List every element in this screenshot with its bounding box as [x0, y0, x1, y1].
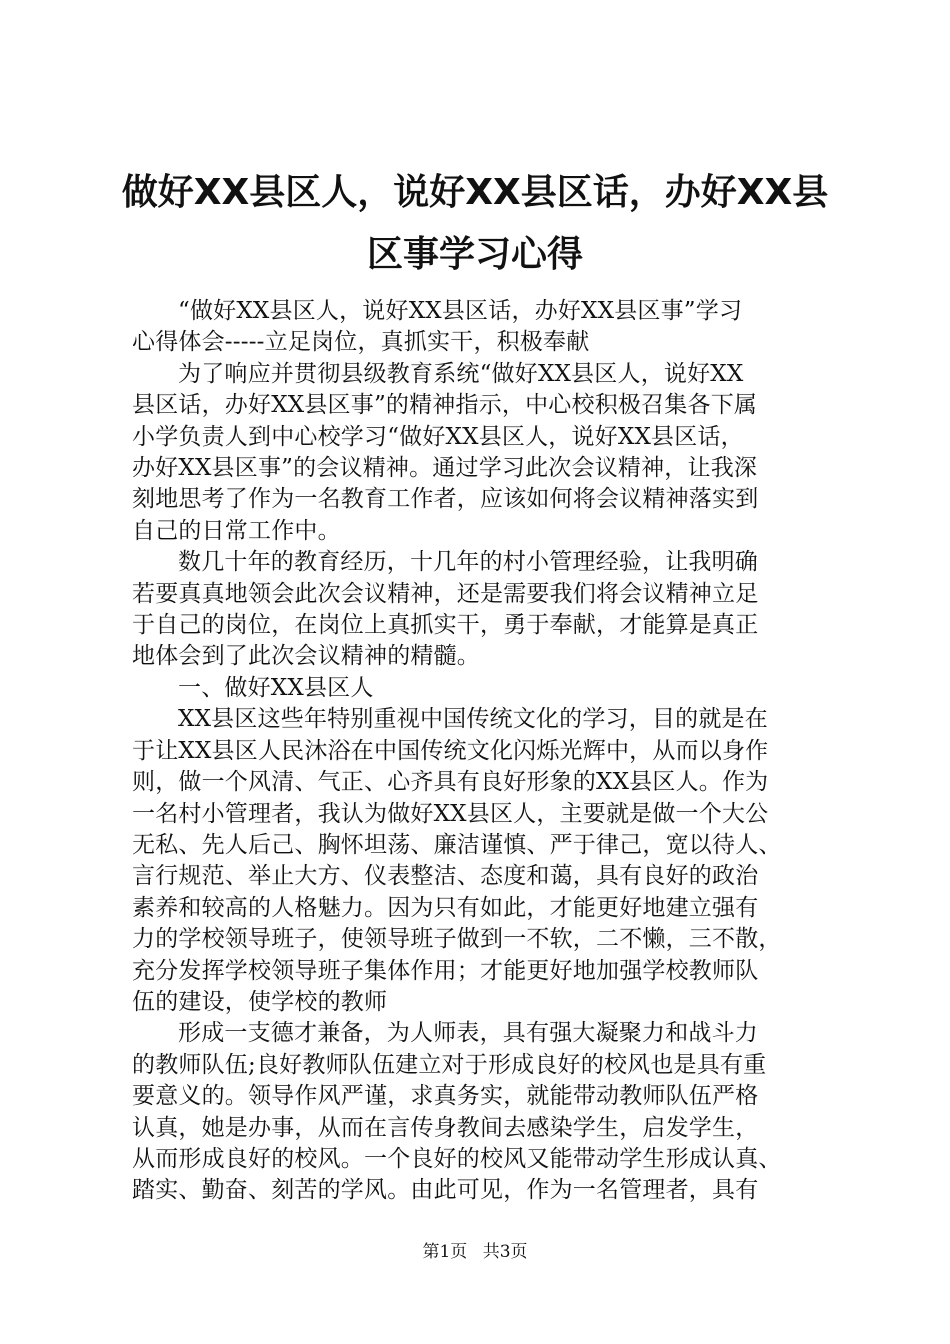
- section-heading: [132, 673, 832, 704]
- text-line: 伍的建设，使学校的教师: [132, 988, 388, 1015]
- text-line: 县区话，办好XX县区事”的精神指示，中心校积极召集各下属: [132, 392, 758, 419]
- page-footer: [0, 1240, 950, 1264]
- page-total: 共3页: [482, 1242, 528, 1262]
- text-line: 数几十年的教育经历，十几年的村小管理经验，让我明确: [178, 549, 758, 576]
- text-line: 力的学校领导班子，使领导班子做到一不软，二不懒，三不散，: [132, 926, 782, 953]
- text-line: 于自己的岗位，在岗位上真抓实干，勇于奉献，才能算是真正: [132, 612, 759, 639]
- text-line: 则，做一个风清、气正、心齐具有良好形象的XX县区人。作为: [132, 769, 769, 796]
- paragraph-team: [132, 1018, 832, 1206]
- paragraph-experience: [132, 547, 832, 673]
- text-line: XX县区这些年特别重视中国传统文化的学习，目的就是在: [178, 706, 768, 733]
- text-line: 充分发挥学校领导班子集体作用；才能更好地加强学校教师队: [132, 957, 759, 984]
- title-line: 做好XX县区人，说好XX县区话，办好XX县: [121, 172, 829, 213]
- text-line: 自己的日常工作中。: [132, 517, 341, 544]
- document-body: [132, 296, 832, 1207]
- text-line: 一名村小管理者，我认为做好XX县区人，主要就是做一个大公: [132, 800, 769, 827]
- text-line: 言行规范、举止大方、仪表整洁、态度和蔼，具有良好的政治: [132, 863, 759, 890]
- text-line: 的教师队伍;良好教师队伍建立对于形成良好的校风也是具有重: [132, 1051, 767, 1078]
- text-line: 踏实、勤奋、刻苦的学风。由此可见，作为一名管理者，具有: [132, 1177, 759, 1204]
- text-line: 刻地思考了作为一名教育工作者，应该如何将会议精神落实到: [132, 486, 759, 513]
- text-line: 一、做好XX县区人: [178, 674, 374, 701]
- text-line: 认真，她是办事，从而在言传身教间去感染学生，启发学生，: [132, 1114, 759, 1141]
- text-line: 心得体会-----立足岗位，真抓实干，积极奉献: [132, 329, 590, 356]
- text-line: 素养和较高的人格魅力。因为只有如此，才能更好地建立强有: [132, 894, 759, 921]
- document-title: [120, 162, 830, 286]
- text-line: 若要真真地领会此次会议精神，还是需要我们将会议精神立足: [132, 580, 759, 607]
- text-line: 于让XX县区人民沐浴在中国传统文化闪烁光辉中，从而以身作: [132, 737, 769, 764]
- text-line: “做好XX县区人，说好XX县区话，办好XX县区事”学习: [178, 298, 743, 324]
- title-line: 区事学习心得: [366, 234, 583, 275]
- text-line: 无私、先人后己、胸怀坦荡、廉洁谨慎、严于律己，宽以待人、: [132, 831, 782, 858]
- text-line: 从而形成良好的校风。一个良好的校风又能带动学生形成认真、: [132, 1145, 782, 1172]
- text-line: 为了响应并贯彻县级教育系统“做好XX县区人，说好XX: [178, 360, 744, 387]
- paragraph-intro: [132, 296, 832, 359]
- text-line: 要意义的。领导作风严谨，求真务实，就能带动教师队伍严格: [132, 1083, 759, 1110]
- page-number: 第1页: [422, 1242, 468, 1262]
- text-line: 形成一支德才兼备，为人师表，具有强大凝聚力和战斗力: [178, 1020, 758, 1047]
- text-line: 地体会到了此次会议精神的精髓。: [132, 643, 480, 670]
- text-line: 小学负责人到中心校学习“做好XX县区人，说好XX县区话，: [132, 423, 744, 450]
- paragraph-culture: [132, 704, 832, 1018]
- text-line: 办好XX县区事”的会议精神。通过学习此次会议精神，让我深: [132, 455, 758, 482]
- paragraph-response: [132, 359, 832, 547]
